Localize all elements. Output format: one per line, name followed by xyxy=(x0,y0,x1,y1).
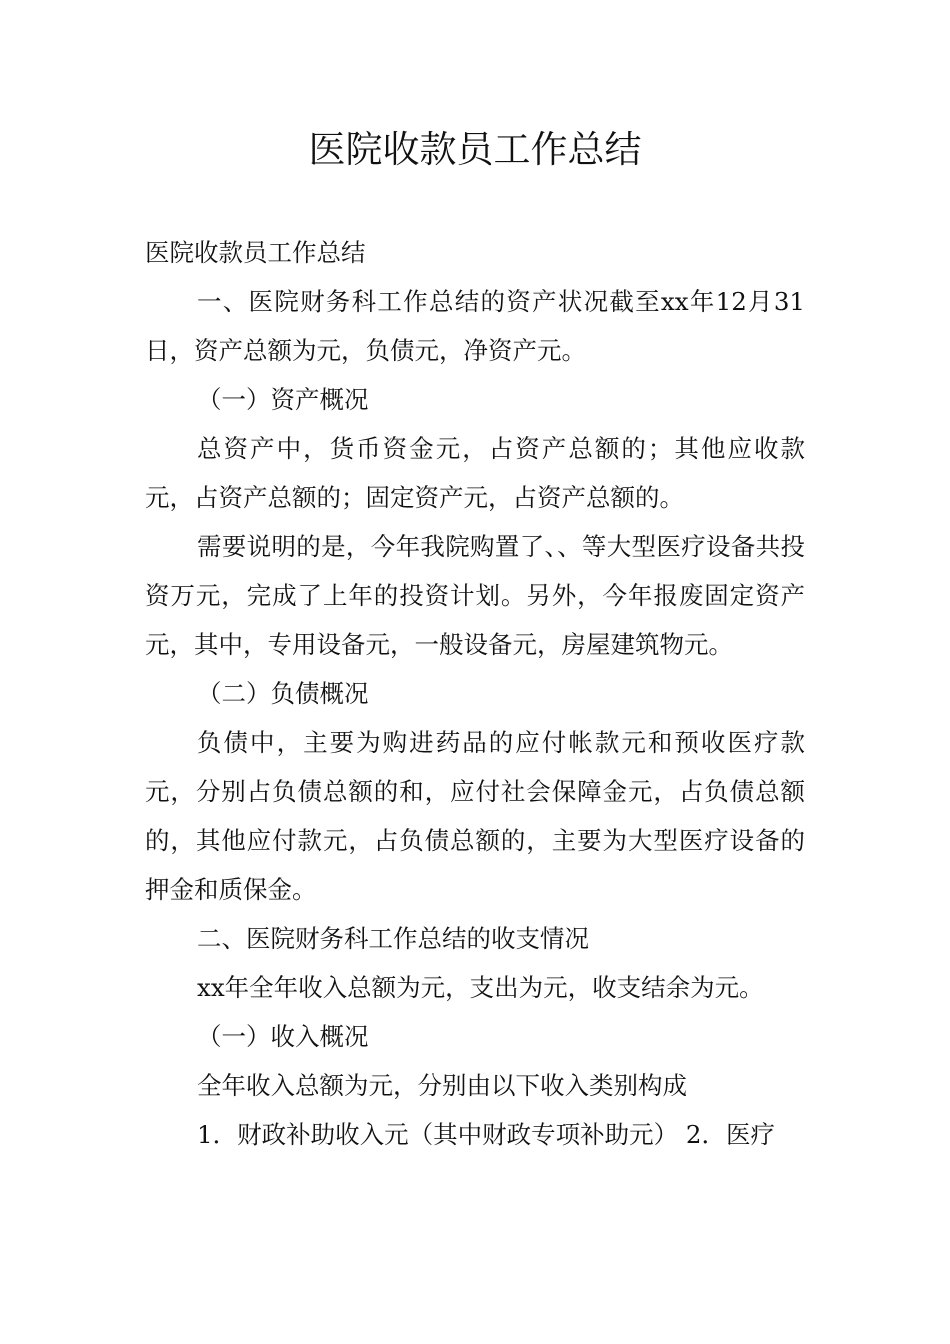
paragraph-income-items: 1．财政补助收入元（其中财政专项补助元） 2．医疗 xyxy=(197,1120,775,1149)
document-body xyxy=(145,228,805,1159)
paragraph-annual-income: xx年全年收入总额为元，支出为元，收支结余为元。 xyxy=(197,973,764,1002)
section-income-overview: （一）收入概况 xyxy=(197,1022,369,1051)
paragraph-equipment-note: 需要说明的是，今年我院购置了、、等大型医疗设备共投资万元，完成了上年的投资计划。另外，今年报废固定资产元，其中，专用设备元，一般设备元，房屋建筑物元。 xyxy=(145,532,805,659)
document-title: 医院收款员工作总结 xyxy=(308,128,642,171)
paragraph-total-assets: 总资产中，货币资金元，占资产总额的；其他应收款元，占资产总额的；固定资产元，占资产总额的。 xyxy=(145,434,805,512)
paragraph-liabilities: 负债中，主要为购进药品的应付帐款元和预收医疗款元，分别占负债总额的和，应付社会保障金元，占负债总额的，其他应付款元，占负债总额的，主要为大型医疗设备的押金和质保金。 xyxy=(145,728,805,904)
paragraph-heading: 医院收款员工作总结 xyxy=(145,238,366,267)
paragraph-asset-status: 一、医院财务科工作总结的资产状况截至xx年12月31日，资产总额为元，负债元，净资产元。 xyxy=(145,287,805,365)
section-liability-overview: （二）负债概况 xyxy=(197,679,369,708)
paragraph-income-composition: 全年收入总额为元，分别由以下收入类别构成 xyxy=(197,1071,687,1100)
section-asset-overview: （一）资产概况 xyxy=(197,385,369,414)
section-income-expense: 二、医院财务科工作总结的收支情况 xyxy=(197,924,589,953)
